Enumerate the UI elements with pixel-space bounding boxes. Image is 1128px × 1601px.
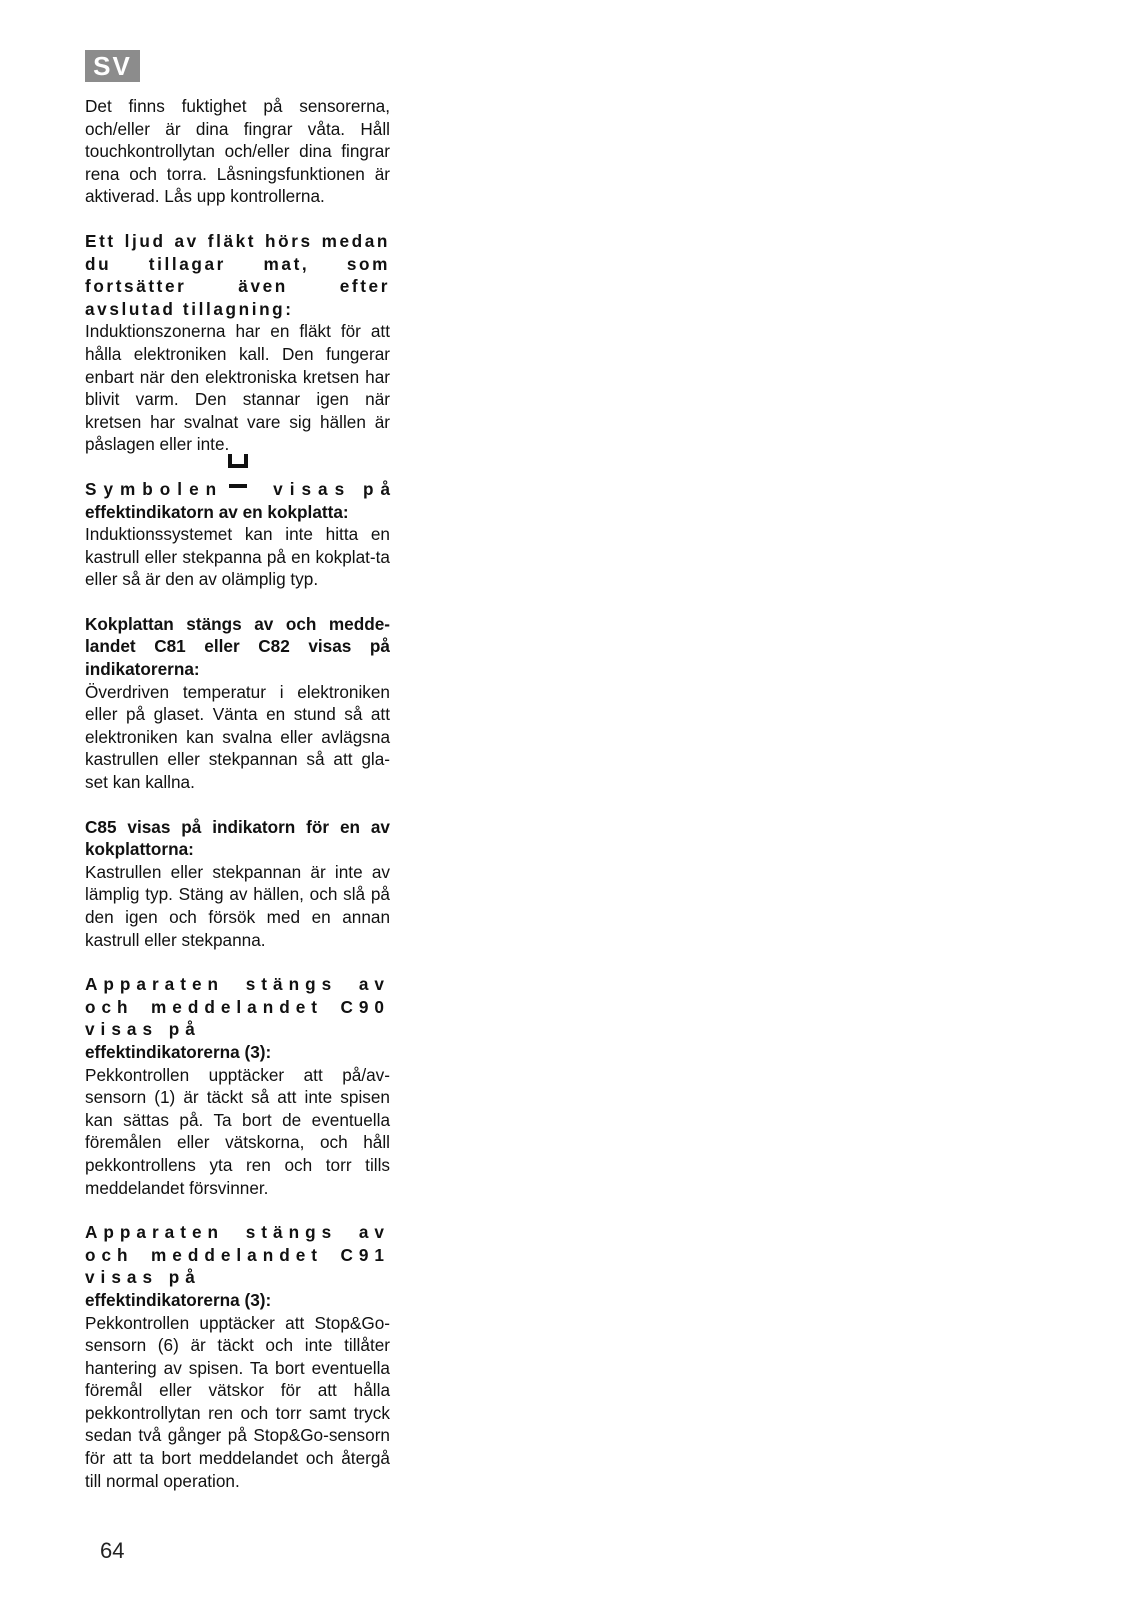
troubleshooting-column <box>85 95 397 1514</box>
section-c91 <box>85 1221 390 1492</box>
section-body: Överdriven temperatur i elektroniken eller på glaset. Vänta en stund så att elektroniken kan svalna eller avlägsna kastrullen eller stekpannan så att gla-set kan kallna. <box>85 681 390 793</box>
section-c90 <box>85 973 390 1199</box>
section-heading: Apparaten stängs av och meddelandet C91 visas på <box>85 1222 390 1288</box>
section-body: Induktionszonerna har en fläkt för att hålla elektroniken kall. Den fungerar enbart när den elektroniska kretsen har blivit varm. Den stannar igen när kretsen har svalnat vare sig hällen är påslagen eller inte. <box>85 321 390 455</box>
heading-symbol-prefix: Symbolen <box>85 478 224 499</box>
heading-symbol-suffix: visas på <box>273 478 397 499</box>
section-heading-continued: effektindikatorn av en kokplatta: <box>85 501 349 522</box>
no-pan-symbol-icon <box>227 450 249 496</box>
page-number: 64 <box>100 1538 125 1563</box>
section-body: Pekkontrollen upptäcker att på/av-sensorn (1) är täckt så att inte spisen kan sättas på. Ta bort de eventuella föremålen eller vätskorna, och håll pekkontrollens yta ren och torr tills meddelandet försvinner. <box>85 1064 390 1198</box>
section-body: Induktionssystemet kan inte hitta en kastrull eller stekpanna på en kokplat-ta eller så är den av olämplig typ. <box>85 524 390 590</box>
section-pan-symbol <box>85 478 397 591</box>
section-c81-c82 <box>85 613 390 794</box>
section-body: Pekkontrollen upptäcker att Stop&Go-sensorn (6) är täckt och inte tillåter hantering av spisen. Ta bort eventuella föremål eller vätskor för att hålla pekkontrollytan ren och torr samt tryck sedan två gånger på Stop&Go-sensorn för att ta bort meddelandet och återgå till normal operation. <box>85 1312 390 1491</box>
section-heading: C85 visas på indikatorn för en av kokplattorna: <box>85 816 390 860</box>
language-badge: SV <box>85 50 140 82</box>
section-heading: Kokplattan stängs av och medde-landet C81 eller C82 visas på indikatorerna: <box>85 613 390 680</box>
section-heading-continued: effektindikatorerna (3): <box>85 1041 272 1062</box>
section-heading: Ett ljud av fläkt hörs medan du tillagar mat, som fortsätter även efter avslutad tillagning: <box>85 230 390 319</box>
section-body: Det finns fuktighet på sensorerna, och/eller är dina fingrar våta. Håll touchkontrollytan och/eller dina fingrar rena och torra. Låsningsfunktionen är aktiverad. Lås upp kontrollerna. <box>85 96 390 207</box>
section-heading-continued: effektindikatorerna (3): <box>85 1289 272 1310</box>
section-fan-noise <box>85 230 390 456</box>
section-moisture <box>85 95 390 208</box>
section-heading: Apparaten stängs av och meddelandet C90 visas på <box>85 974 390 1040</box>
section-c85 <box>85 816 390 952</box>
section-body: Kastrullen eller stekpannan är inte av lämplig typ. Stäng av hällen, och slå på den igen och försök med en annan kastrull eller stekpanna. <box>85 861 390 950</box>
